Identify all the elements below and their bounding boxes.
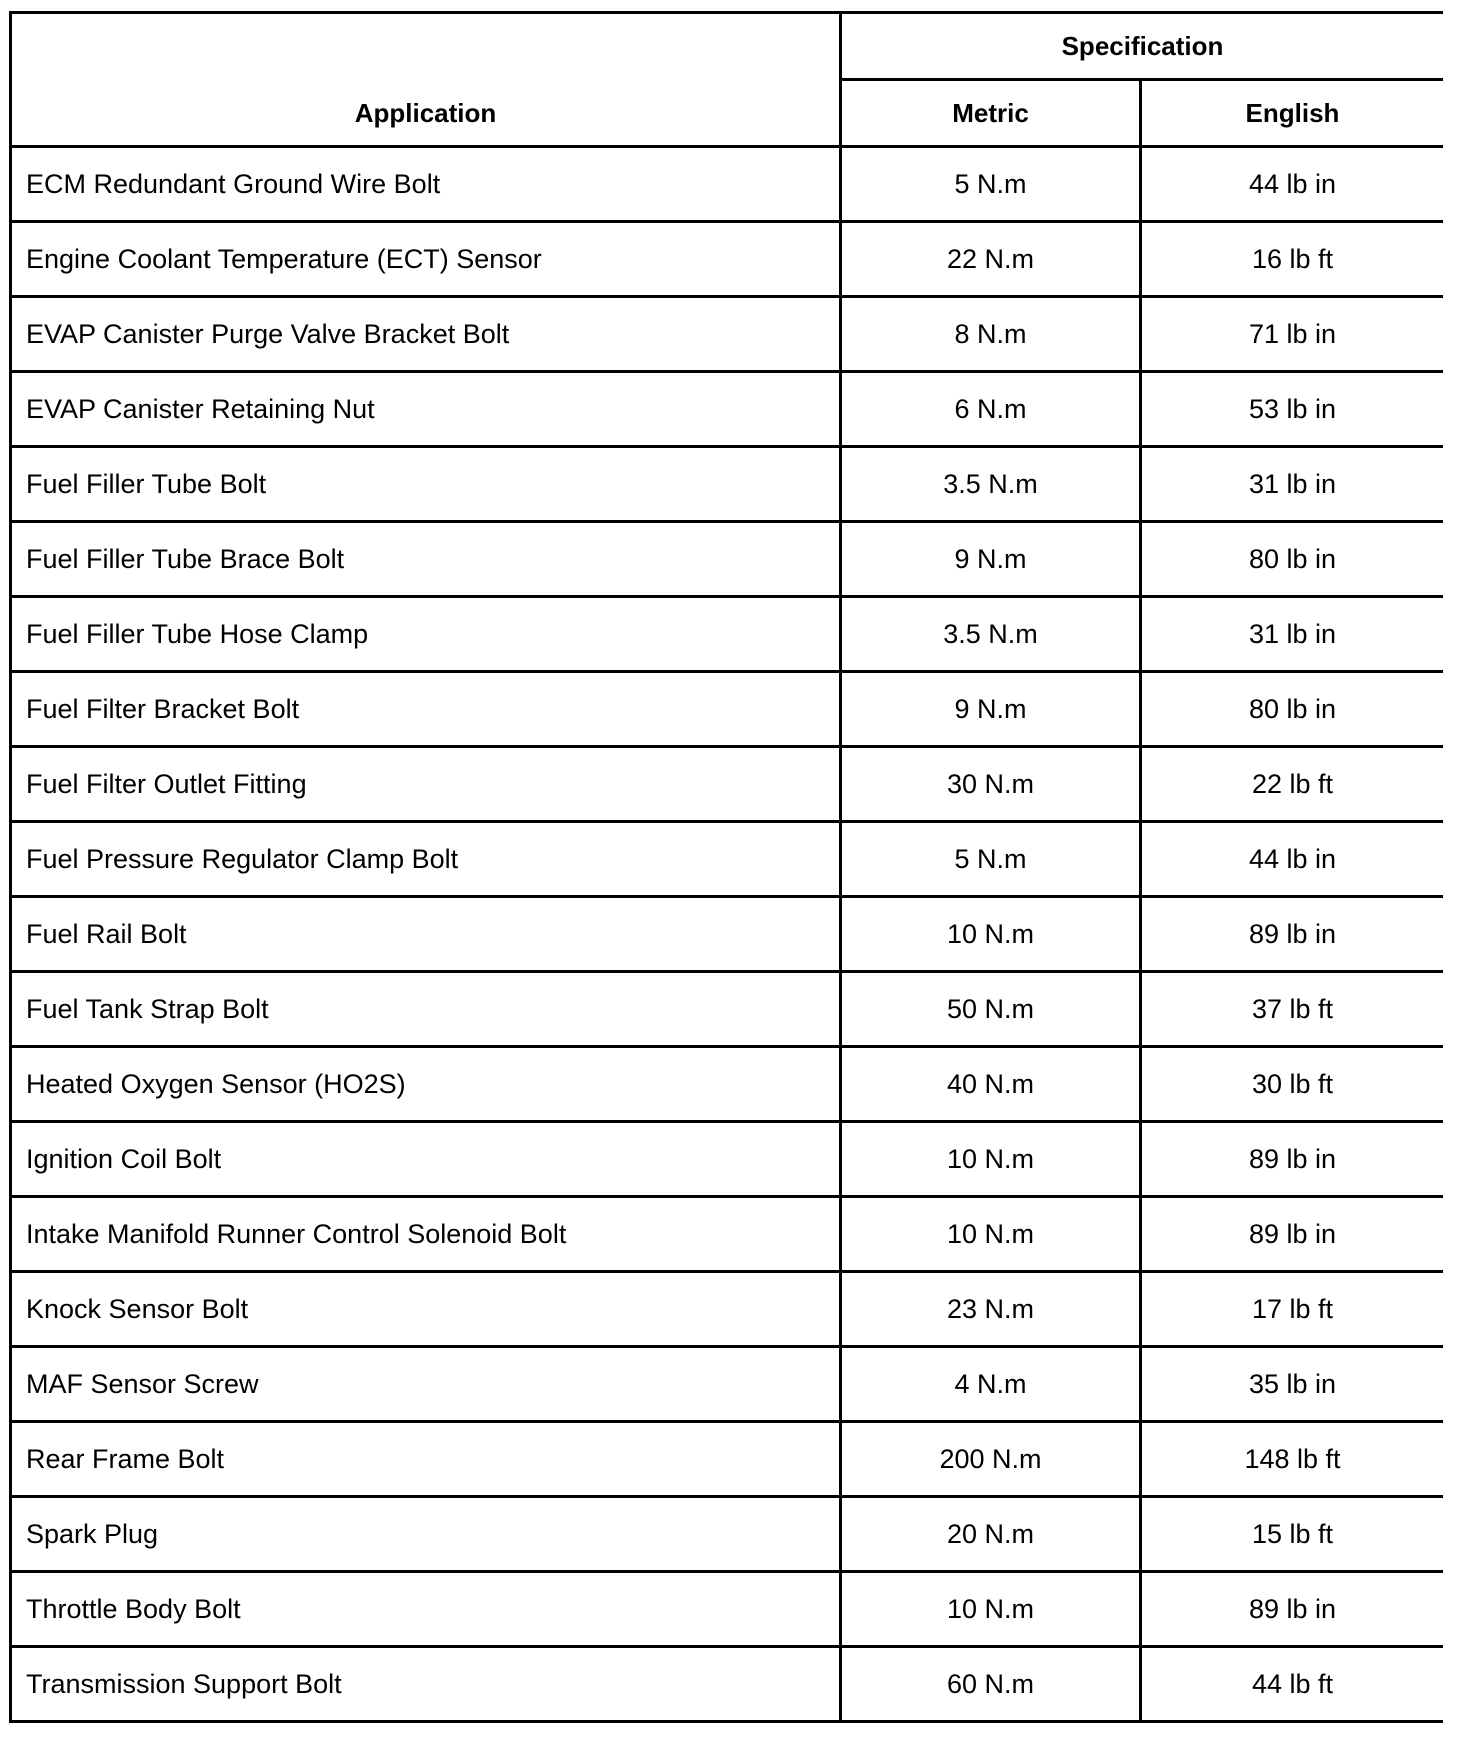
metric-value-cell: 9 N.m: [841, 672, 1141, 747]
table-row: [11, 1347, 1444, 1422]
application-cell: Fuel Tank Strap Bolt: [11, 972, 841, 1047]
english-value-cell: 148 lb ft: [1141, 1422, 1444, 1497]
english-value-cell: 44 lb in: [1141, 147, 1444, 222]
application-column-header: Application: [11, 13, 841, 147]
metric-value-cell: 30 N.m: [841, 747, 1141, 822]
metric-value-cell: 22 N.m: [841, 222, 1141, 297]
table-row: [11, 1272, 1444, 1347]
application-cell: Fuel Filter Bracket Bolt: [11, 672, 841, 747]
table-row: [11, 1422, 1444, 1497]
metric-value-cell: 6 N.m: [841, 372, 1141, 447]
header-row-top: [11, 13, 1444, 80]
application-cell: Fuel Filler Tube Brace Bolt: [11, 522, 841, 597]
table-row: [11, 822, 1444, 897]
english-value-cell: 89 lb in: [1141, 1572, 1444, 1647]
table-row: [11, 1647, 1444, 1722]
english-value-cell: 31 lb in: [1141, 597, 1444, 672]
english-value-cell: 89 lb in: [1141, 897, 1444, 972]
application-cell: Spark Plug: [11, 1497, 841, 1572]
english-value-cell: 53 lb in: [1141, 372, 1444, 447]
table-row: [11, 1197, 1444, 1272]
metric-value-cell: 20 N.m: [841, 1497, 1141, 1572]
english-value-cell: 80 lb in: [1141, 672, 1444, 747]
table-header: [11, 13, 1444, 147]
application-cell: MAF Sensor Screw: [11, 1347, 841, 1422]
english-value-cell: 44 lb ft: [1141, 1647, 1444, 1722]
table-row: [11, 1047, 1444, 1122]
application-cell: Engine Coolant Temperature (ECT) Sensor: [11, 222, 841, 297]
metric-value-cell: 10 N.m: [841, 1572, 1141, 1647]
english-value-cell: 31 lb in: [1141, 447, 1444, 522]
table-row: [11, 1497, 1444, 1572]
metric-value-cell: 9 N.m: [841, 522, 1141, 597]
table-row: [11, 672, 1444, 747]
metric-value-cell: 4 N.m: [841, 1347, 1141, 1422]
metric-value-cell: 5 N.m: [841, 822, 1141, 897]
english-value-cell: 80 lb in: [1141, 522, 1444, 597]
application-cell: Fuel Filler Tube Bolt: [11, 447, 841, 522]
english-value-cell: 37 lb ft: [1141, 972, 1444, 1047]
metric-value-cell: 50 N.m: [841, 972, 1141, 1047]
metric-value-cell: 10 N.m: [841, 897, 1141, 972]
english-value-cell: 22 lb ft: [1141, 747, 1444, 822]
specification-column-header: Specification: [841, 13, 1444, 80]
table-row: [11, 447, 1444, 522]
metric-value-cell: 3.5 N.m: [841, 447, 1141, 522]
english-value-cell: 16 lb ft: [1141, 222, 1444, 297]
metric-value-cell: 8 N.m: [841, 297, 1141, 372]
table-row: [11, 897, 1444, 972]
metric-value-cell: 10 N.m: [841, 1197, 1141, 1272]
metric-value-cell: 10 N.m: [841, 1122, 1141, 1197]
english-value-cell: 89 lb in: [1141, 1122, 1444, 1197]
application-cell: EVAP Canister Retaining Nut: [11, 372, 841, 447]
english-value-cell: 35 lb in: [1141, 1347, 1444, 1422]
application-cell: Fuel Pressure Regulator Clamp Bolt: [11, 822, 841, 897]
application-cell: Fuel Filler Tube Hose Clamp: [11, 597, 841, 672]
metric-value-cell: 40 N.m: [841, 1047, 1141, 1122]
metric-column-header: Metric: [841, 80, 1141, 147]
table-row: [11, 972, 1444, 1047]
english-value-cell: 44 lb in: [1141, 822, 1444, 897]
application-cell: Fuel Rail Bolt: [11, 897, 841, 972]
metric-value-cell: 5 N.m: [841, 147, 1141, 222]
metric-value-cell: 23 N.m: [841, 1272, 1141, 1347]
application-cell: Fuel Filter Outlet Fitting: [11, 747, 841, 822]
metric-value-cell: 60 N.m: [841, 1647, 1141, 1722]
english-value-cell: 17 lb ft: [1141, 1272, 1444, 1347]
english-value-cell: 15 lb ft: [1141, 1497, 1444, 1572]
torque-spec-table-container: [9, 11, 1443, 1748]
table-row: [11, 597, 1444, 672]
application-cell: Ignition Coil Bolt: [11, 1122, 841, 1197]
table-row: [11, 1122, 1444, 1197]
metric-value-cell: 200 N.m: [841, 1422, 1141, 1497]
application-cell: Throttle Body Bolt: [11, 1572, 841, 1647]
application-cell: Heated Oxygen Sensor (HO2S): [11, 1047, 841, 1122]
english-value-cell: 89 lb in: [1141, 1197, 1444, 1272]
application-cell: Knock Sensor Bolt: [11, 1272, 841, 1347]
english-value-cell: 30 lb ft: [1141, 1047, 1444, 1122]
english-value-cell: 71 lb in: [1141, 297, 1444, 372]
table-row: [11, 1572, 1444, 1647]
application-cell: Transmission Support Bolt: [11, 1647, 841, 1722]
table-body: [11, 147, 1444, 1722]
table-row: [11, 147, 1444, 222]
table-row: [11, 522, 1444, 597]
torque-spec-table: [9, 11, 1443, 1723]
table-row: [11, 297, 1444, 372]
application-cell: ECM Redundant Ground Wire Bolt: [11, 147, 841, 222]
application-cell: Rear Frame Bolt: [11, 1422, 841, 1497]
application-cell: Intake Manifold Runner Control Solenoid Bolt: [11, 1197, 841, 1272]
table-row: [11, 222, 1444, 297]
english-column-header: English: [1141, 80, 1444, 147]
metric-value-cell: 3.5 N.m: [841, 597, 1141, 672]
application-cell: EVAP Canister Purge Valve Bracket Bolt: [11, 297, 841, 372]
table-row: [11, 747, 1444, 822]
table-row: [11, 372, 1444, 447]
